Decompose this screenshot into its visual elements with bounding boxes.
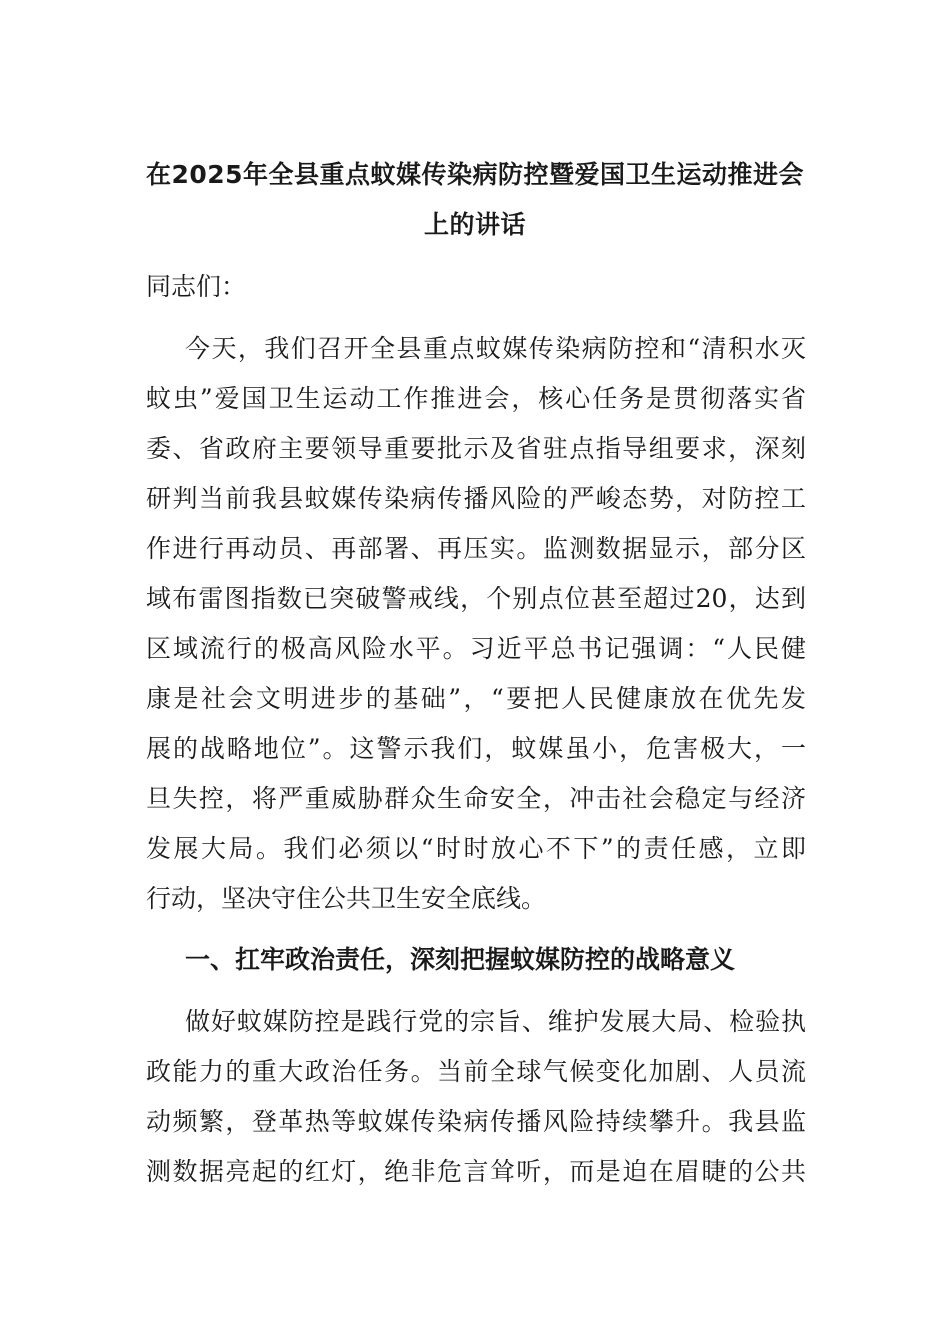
paragraph-2-line: 测数据亮起的红灯，绝非危言耸听，而是迫在眉睫的公共	[146, 1157, 806, 1186]
paragraph-1-line: 区域流行的极高风险水平。习近平总书记强调：“人民健	[146, 634, 806, 663]
paragraph-1-line: 康是社会文明进步的基础”，“要把人民健康放在优先发	[146, 684, 806, 713]
salutation: 同志们：	[146, 272, 247, 301]
paragraph-1-line: 发展大局。我们必须以“时时放心不下”的责任感，立即	[146, 834, 806, 863]
paragraph-1-line: 蚊虫”爱国卫生运动工作推进会，核心任务是贯彻落实省	[146, 384, 806, 413]
paragraph-1-line: 今天，我们召开全县重点蚊媒传染病防控和“清积水灭	[185, 334, 806, 363]
document-title-line-2: 上的讲话	[423, 210, 526, 239]
section-heading-1: 一、扛牢政治责任，深刻把握蚊媒防控的战略意义	[185, 945, 736, 974]
document-title-line-1: 在2025年全县重点蚊媒传染病防控暨爱国卫生运动推进会	[145, 160, 805, 189]
paragraph-2-line: 做好蚊媒防控是践行党的宗旨、维护发展大局、检验执	[185, 1007, 806, 1036]
paragraph-1-line: 展的战略地位”。这警示我们，蚊媒虽小，危害极大，一	[146, 734, 806, 763]
paragraph-1-line: 域布雷图指数已突破警戒线，个别点位甚至超过20，达到	[146, 584, 806, 613]
paragraph-1-line: 委、省政府主要领导重要批示及省驻点指导组要求，深刻	[146, 434, 806, 463]
paragraph-2-line: 政能力的重大政治任务。当前全球气候变化加剧、人员流	[146, 1057, 806, 1086]
paragraph-1-line: 研判当前我县蚊媒传染病传播风险的严峻态势，对防控工	[146, 484, 806, 513]
paragraph-1-line: 旦失控，将严重威胁群众生命安全，冲击社会稳定与经济	[146, 784, 806, 813]
paragraph-1-line: 行动，坚决守住公共卫生安全底线。	[146, 884, 547, 913]
paragraph-1-line: 作进行再动员、再部署、再压实。监测数据显示，部分区	[146, 534, 806, 563]
paragraph-2-line: 动频繁，登革热等蚊媒传染病传播风险持续攀升。我县监	[146, 1107, 806, 1136]
